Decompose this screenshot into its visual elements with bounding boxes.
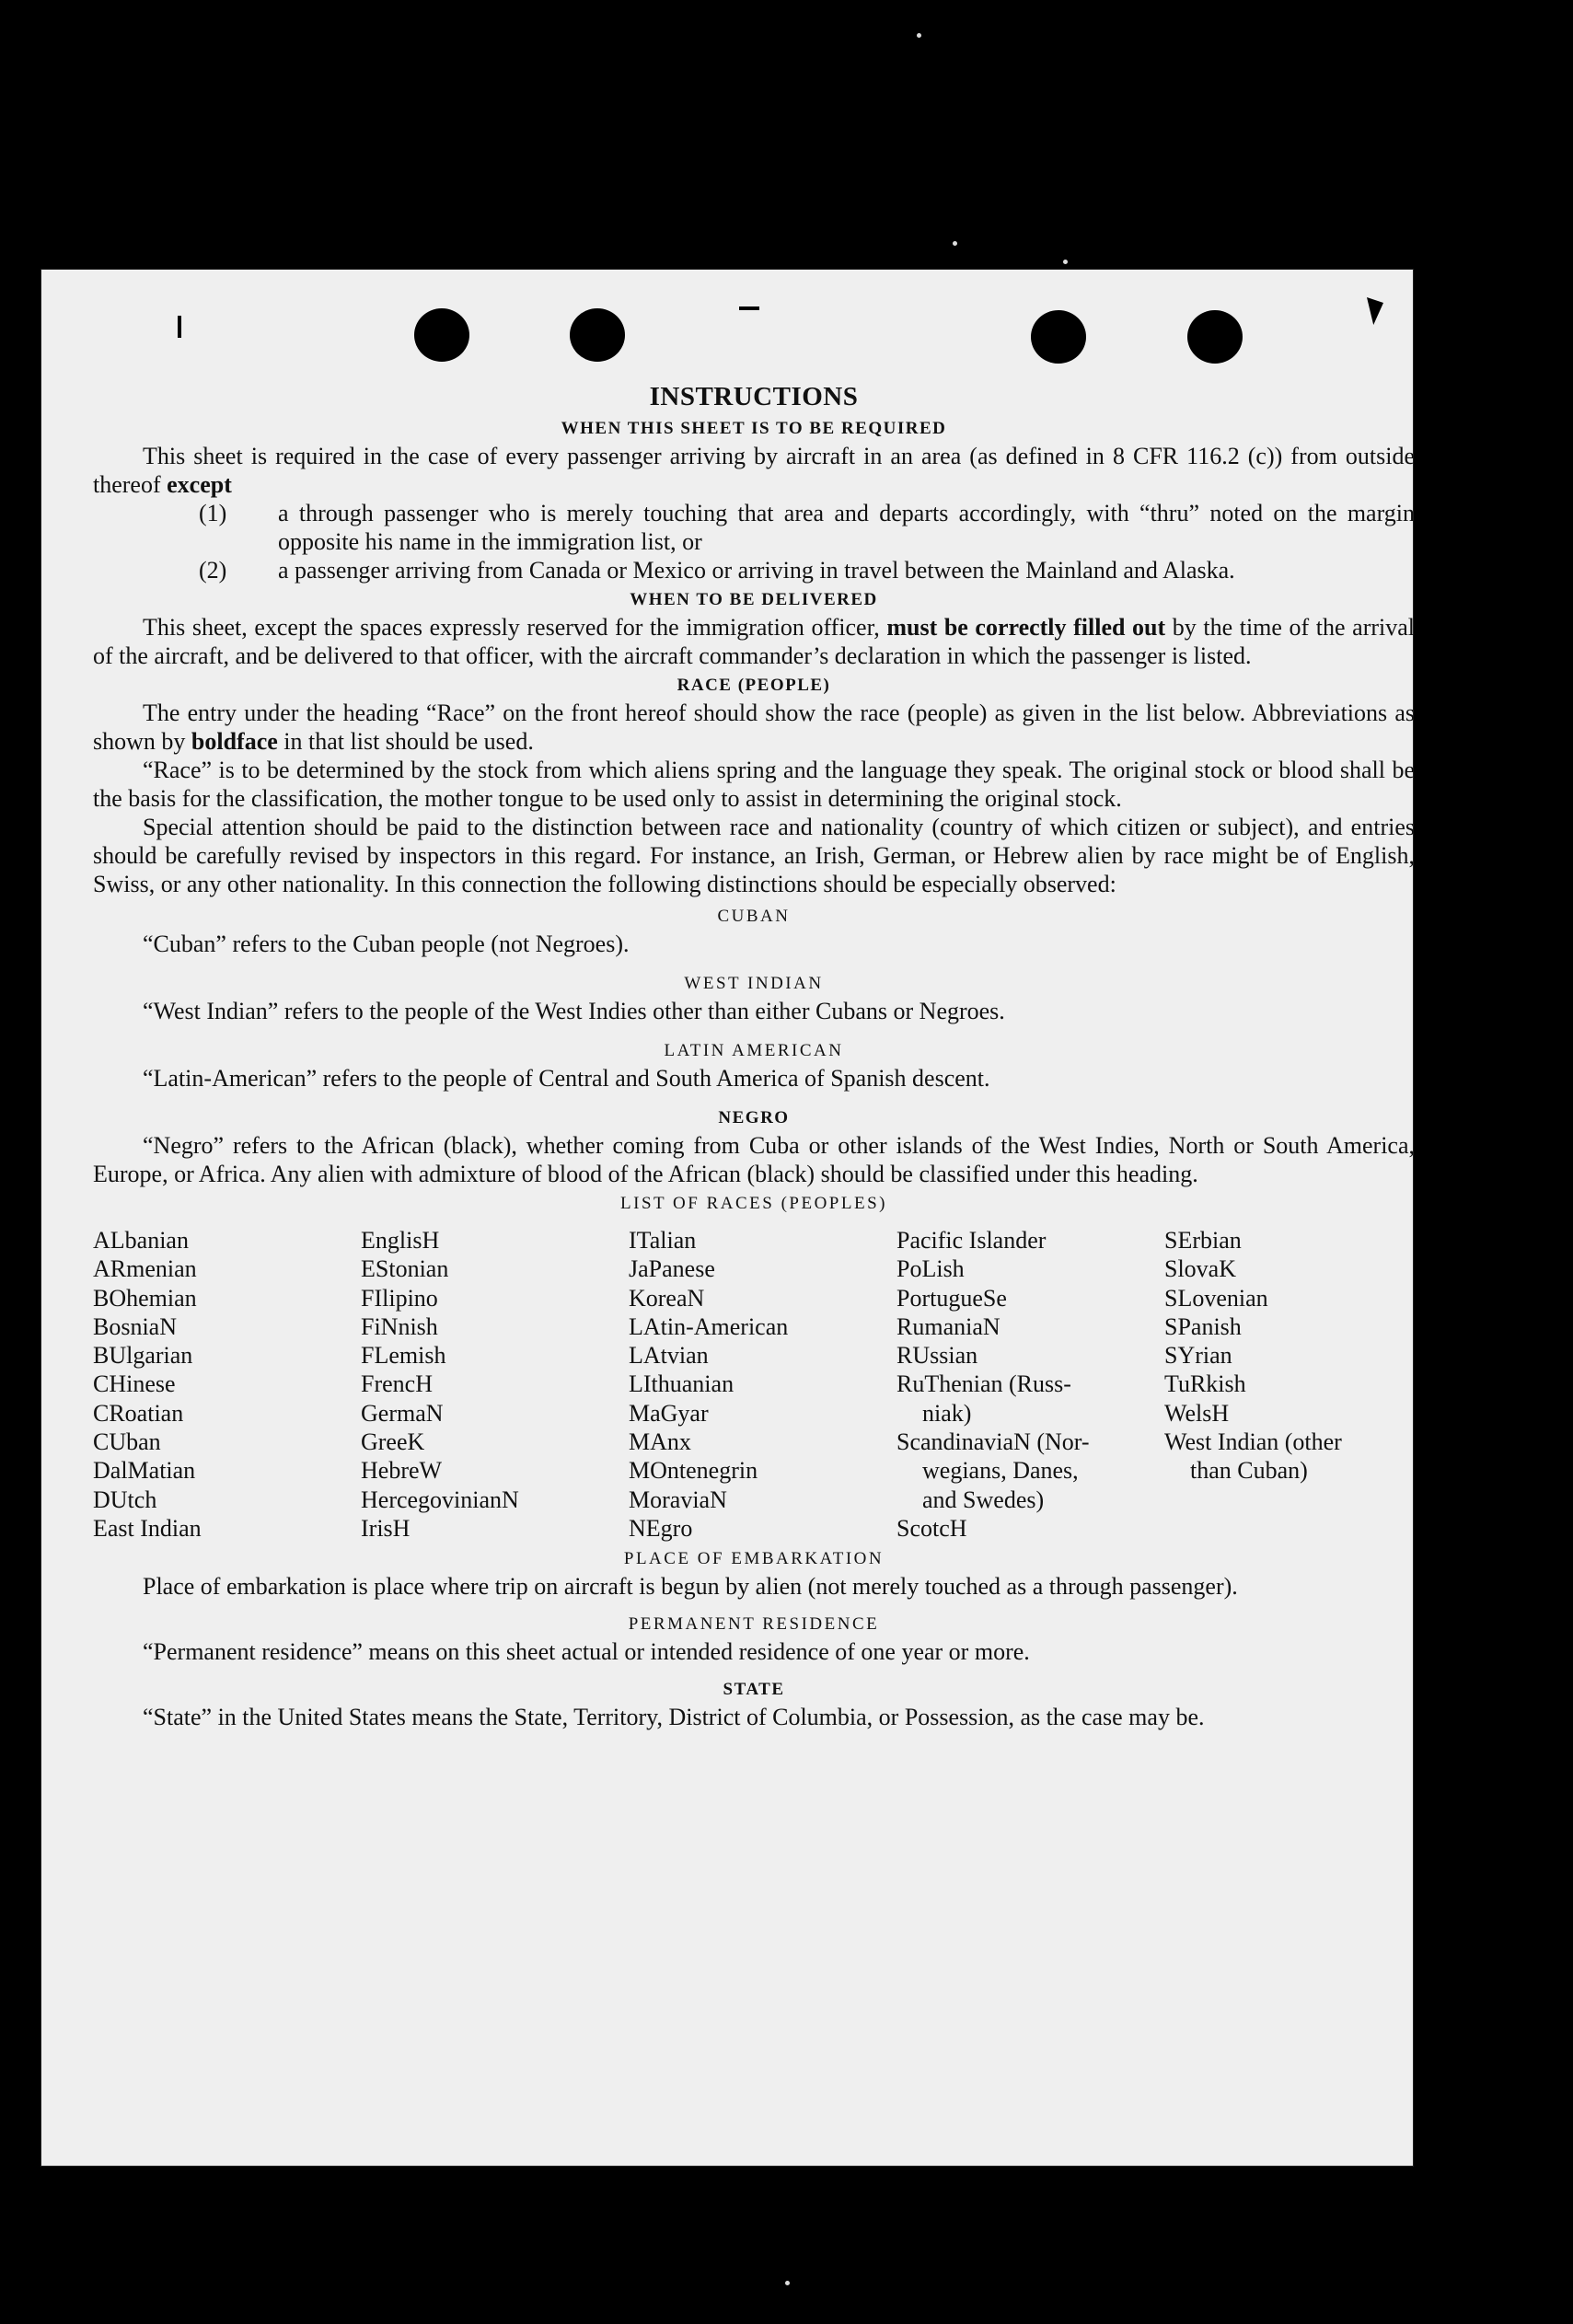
race-item: Pacific Islander — [896, 1227, 1047, 1254]
race-column — [361, 1226, 628, 1543]
race-item: RumaniaN — [896, 1312, 1000, 1340]
list-item: (1) a through passenger who is merely touching that area and departs accordingly, with “thru” noted on the margin opposite his name in the immigration list, or — [199, 500, 1415, 555]
section-heading: RACE (PEOPLE) — [677, 676, 831, 695]
race-item: BUlgarian — [93, 1342, 193, 1370]
race-item: West Indian (other — [1164, 1428, 1342, 1456]
paragraph: “State” in the United States means the State, Territory, District of Columbia, or Possession, as the case may be. — [143, 1704, 1205, 1730]
race-item: SlovaK — [1164, 1255, 1236, 1283]
race-item: FrencH — [361, 1370, 433, 1398]
race-item: and Swedes) — [922, 1486, 1045, 1513]
race-item: HebreW — [361, 1457, 443, 1485]
section-heading: PLACE OF EMBARKATION — [623, 1549, 885, 1568]
race-item: WelsH — [1164, 1399, 1230, 1427]
paragraph: “Negro” refers to the African (black), whether coming from Cuba or other islands of the West Indies, North or South America, Europe, or Africa. Any alien with admixture of blood of the African (black) should be classified under this heading. — [93, 1132, 1415, 1187]
list-item: (2) a passenger arriving from Canada or Mexico or arriving in travel between the Mainland and Alaska. — [199, 557, 1235, 584]
race-item: LIthuanian — [629, 1370, 734, 1398]
race-item: MAnx — [629, 1428, 691, 1456]
section-heading: PERMANENT RESIDENCE — [628, 1614, 880, 1634]
race-item: PortugueSe — [896, 1284, 1007, 1312]
paragraph: “Race” is to be determined by the stock from which aliens spring and the language they speak. The original stock or blood shall be the basis for the classification, the mother tongue to be used only to assist in determining the original stock. — [93, 757, 1415, 812]
punch-hole — [414, 308, 469, 362]
race-item: FIlipino — [361, 1284, 438, 1312]
race-item: BOhemian — [93, 1284, 197, 1312]
paragraph: The entry under the heading “Race” on the front hereof should show the race (people) as given in the list below. Abbreviations as shown by boldface in that list should be used. — [93, 700, 1415, 755]
race-item: IrisH — [361, 1514, 411, 1542]
race-item: DUtch — [93, 1486, 157, 1513]
paragraph: “Permanent residence” means on this sheet actual or intended residence of one year or more. — [143, 1638, 1030, 1665]
race-item: MoraviaN — [629, 1486, 727, 1513]
race-item: FiNnish — [361, 1312, 438, 1340]
race-item: CUban — [93, 1428, 161, 1456]
race-item: LAtvian — [629, 1342, 709, 1370]
paragraph: “West Indian” refers to the people of the West Indies other than either Cubans or Negroes. — [143, 998, 1005, 1024]
instructions-content — [93, 380, 1415, 1731]
race-item: GermaN — [361, 1399, 444, 1427]
race-item: ARmenian — [93, 1255, 197, 1283]
race-item: SPanish — [1164, 1312, 1242, 1340]
paragraph: Special attention should be paid to the distinction between race and nationality (country of which citizen or subject), and entries should be carefully revised by inspectors in this regard. For instance, an Irish, German, or Hebrew alien by race might be of English, Swiss, or any other nationality. In this connection the following distinctions should be especially observed: — [93, 814, 1415, 897]
race-item: ALbanian — [93, 1227, 189, 1254]
section-heading: LATIN AMERICAN — [664, 1041, 844, 1060]
race-item: than Cuban) — [1190, 1457, 1308, 1485]
film-speck — [917, 33, 921, 38]
paper-mark — [739, 306, 759, 310]
paragraph: This sheet, except the spaces expressly reserved for the immigration officer, must be correctly filled out by the time of the arrival of the aircraft, and be delivered to that officer, with the aircraft commander’s declaration in which the passenger is listed. — [93, 614, 1416, 669]
paper-mark — [178, 316, 181, 338]
race-item: EStonian — [361, 1255, 449, 1283]
punch-hole — [1031, 310, 1086, 364]
race-item: MaGyar — [629, 1399, 709, 1427]
document-page — [41, 270, 1416, 2166]
race-item: East Indian — [93, 1514, 202, 1542]
paper-mark — [1367, 297, 1383, 325]
race-column — [896, 1226, 1163, 1543]
punch-hole — [1187, 310, 1243, 364]
race-column — [93, 1226, 360, 1543]
race-item: SLovenian — [1164, 1284, 1268, 1312]
race-item: CRoatian — [93, 1399, 184, 1427]
race-item: SYrian — [1164, 1342, 1232, 1370]
race-item: BosniaN — [93, 1312, 177, 1340]
race-list — [93, 1226, 1415, 1544]
race-item: PoLish — [896, 1255, 965, 1283]
race-item: MOntenegrin — [629, 1457, 758, 1485]
race-item: TuRkish — [1164, 1370, 1246, 1398]
race-item: EnglisH — [361, 1227, 440, 1254]
race-item: HercegovinianN — [361, 1486, 519, 1513]
paragraph: This sheet is required in the case of every passenger arriving by aircraft in an area (as defined in 8 CFR 116.2 (c)) from outside thereof except — [93, 443, 1415, 498]
section-heading: WHEN THIS SHEET IS TO BE REQUIRED — [561, 419, 947, 438]
race-item: ITalian — [629, 1227, 697, 1254]
race-item: RuThenian (Russ- — [896, 1370, 1071, 1398]
page-title: INSTRUCTIONS — [649, 382, 859, 411]
race-item: DalMatian — [93, 1457, 196, 1485]
race-item: SErbian — [1164, 1227, 1242, 1254]
paragraph: “Latin-American” refers to the people of Central and South America of Spanish descent. — [143, 1065, 990, 1092]
race-item: FLemish — [361, 1342, 446, 1370]
section-heading: WHEN TO BE DELIVERED — [630, 590, 878, 609]
section-heading: NEGRO — [718, 1108, 790, 1127]
film-speck — [953, 241, 957, 246]
race-item: LAtin-American — [629, 1312, 789, 1340]
race-item: ScotcH — [896, 1514, 967, 1542]
film-speck — [1063, 260, 1068, 264]
paragraph: “Cuban” refers to the Cuban people (not Negroes). — [143, 931, 630, 957]
section-heading: LIST OF RACES (PEOPLES) — [620, 1194, 887, 1213]
race-item: wegians, Danes, — [922, 1457, 1079, 1485]
race-item: KoreaN — [629, 1284, 705, 1312]
race-item: NEgro — [629, 1514, 693, 1542]
race-item: GreeK — [361, 1428, 425, 1456]
paragraph: Place of embarkation is place where trip on aircraft is begun by alien (not merely touched as a through passenger). — [143, 1573, 1238, 1600]
film-speck — [785, 2281, 790, 2285]
race-item: CHinese — [93, 1370, 176, 1398]
section-heading: CUBAN — [717, 907, 791, 926]
punch-hole — [570, 308, 625, 362]
race-item: JaPanese — [629, 1255, 715, 1283]
race-column — [629, 1226, 896, 1543]
section-heading: WEST INDIAN — [684, 974, 824, 993]
race-item: RUssian — [896, 1342, 978, 1370]
race-item: ScandinaviaN (Nor- — [896, 1428, 1090, 1456]
race-item: niak) — [922, 1399, 972, 1427]
section-heading: STATE — [723, 1680, 785, 1699]
race-column — [1164, 1226, 1413, 1486]
